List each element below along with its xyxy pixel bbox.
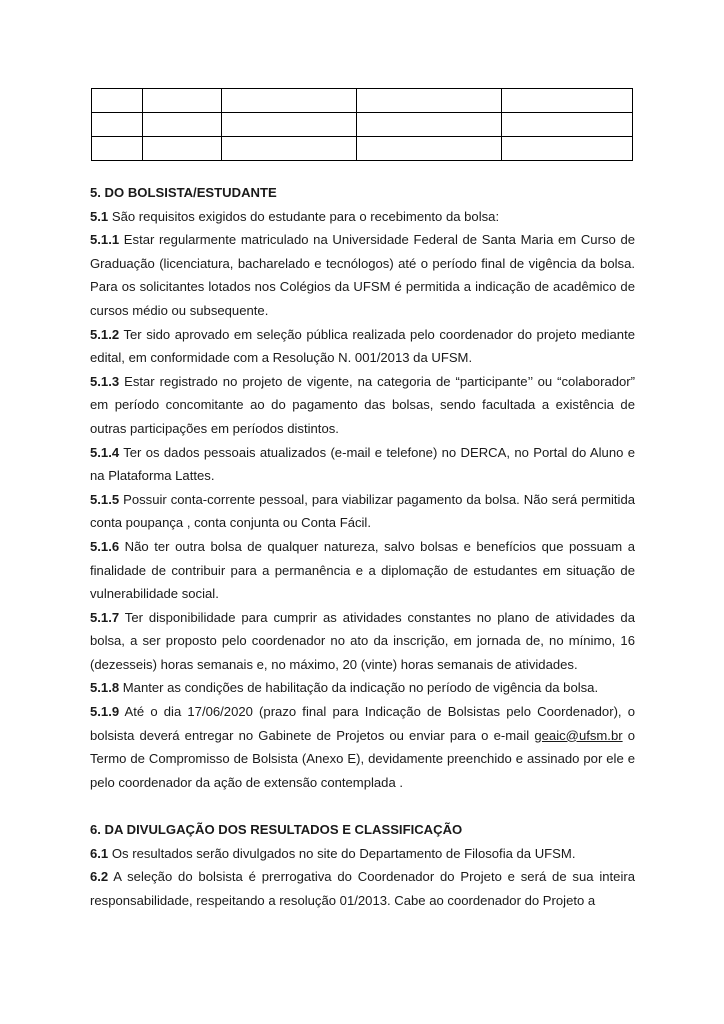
table-cell bbox=[92, 137, 143, 161]
clause-5-1-6: 5.1.6 Não ter outra bolsa de qualquer natureza, salvo bolsas e benefícios que possuam a finalidade de contribuir para a permanência e a diplomação de estudantes em situação de vulnerabilidade social. bbox=[90, 538, 635, 602]
table-cell bbox=[92, 89, 143, 113]
table-cell bbox=[221, 113, 357, 137]
clause-5-1-5: 5.1.5 Possuir conta-corrente pessoal, para viabilizar pagamento da bolsa. Não será permitida conta poupança , conta conjunta ou Conta Fácil. bbox=[90, 491, 636, 531]
table-cell bbox=[142, 137, 221, 161]
table-row bbox=[92, 137, 633, 161]
table-cell bbox=[357, 137, 502, 161]
clause-5-1-8: 5.1.8 Manter as condições de habilitação da indicação no período de vigência da bolsa. bbox=[90, 680, 599, 696]
clause-5-1-4: 5.1.4 Ter os dados pessoais atualizados (e-mail e telefone) no DERCA, no Portal do Aluno e na Plataforma Lattes. bbox=[90, 444, 635, 484]
table-cell bbox=[502, 137, 633, 161]
table-cell bbox=[221, 137, 357, 161]
section-heading-6: 6. DA DIVULGAÇÃO DOS RESULTADOS E CLASSIFICAÇÃO bbox=[90, 822, 463, 838]
table-row bbox=[92, 89, 633, 113]
empty-table bbox=[91, 88, 633, 161]
clause-5-1-9: 5.1.9 Até o dia 17/06/2020 (prazo final para Indicação de Bolsistas pelo Coordenador), o bolsista deverá entregar no Gabinete de Projetos ou enviar para o e-mail geaic@ufsm.br o Termo de Compromisso de Bolsista (Anexo E), devidamente preenchido e assinado por ele e pelo coordenador da ação de extensão contemplada . bbox=[90, 704, 635, 790]
table-cell bbox=[142, 113, 221, 137]
clause-5-1-3: 5.1.3 Estar registrado no projeto de vigente, na categoria de “participante’’ ou “colaborador” em período concomitante ao do pagamento das bolsas, sendo facultada a existência de outras participações em períodos distintos. bbox=[90, 373, 636, 436]
table-cell bbox=[357, 89, 502, 113]
clause-6-1: 6.1 Os resultados serão divulgados no site do Departamento de Filosofia da UFSM. bbox=[90, 845, 576, 861]
table-cell bbox=[142, 89, 221, 113]
table-cell bbox=[357, 113, 502, 137]
clause-5-1-7: 5.1.7 Ter disponibilidade para cumprir as atividades constantes no plano de atividades da bolsa, a ser proposto pelo coordenador no ato da inscrição, em jornada de, no mínimo, 16 (dezesseis) horas semanais e, no máximo, 20 (vinte) horas semanais de atividades. bbox=[90, 609, 635, 672]
clause-6-2: 6.2 A seleção do bolsista é prerrogativa do Coordenador do Projeto e será de sua inteira responsabilidade, respeitando a resolução 01/2013. Cabe ao coordenador do Projeto a bbox=[90, 869, 635, 908]
section-heading-5: 5. DO BOLSISTA/ESTUDANTE bbox=[90, 185, 277, 200]
table-cell bbox=[502, 89, 633, 113]
table-row bbox=[92, 113, 633, 137]
document-body bbox=[90, 181, 635, 912]
clause-5-1-1: 5.1.1 Estar regularmente matriculado na Universidade Federal de Santa Maria em Curso de Graduação (licenciatura, bacharelado e tecnólogos) até o período final de vigência da bolsa. Para os solicitantes lotados nos Colégios da UFSM é permitida a indicação de acadêmico de cursos médio ou subsequente. bbox=[90, 232, 636, 318]
email-link[interactable]: geaic@ufsm.br bbox=[534, 727, 623, 743]
clause-5-1: 5.1 São requisitos exigidos do estudante para o recebimento da bolsa: bbox=[90, 208, 500, 224]
table-cell bbox=[221, 89, 357, 113]
table-cell bbox=[502, 113, 633, 137]
table-cell bbox=[92, 113, 143, 137]
clause-5-1-2: 5.1.2 Ter sido aprovado em seleção pública realizada pelo coordenador do projeto mediante edital, em conformidade com a Resolução N. 001/2013 da UFSM. bbox=[90, 326, 635, 366]
section-gap bbox=[90, 794, 635, 818]
